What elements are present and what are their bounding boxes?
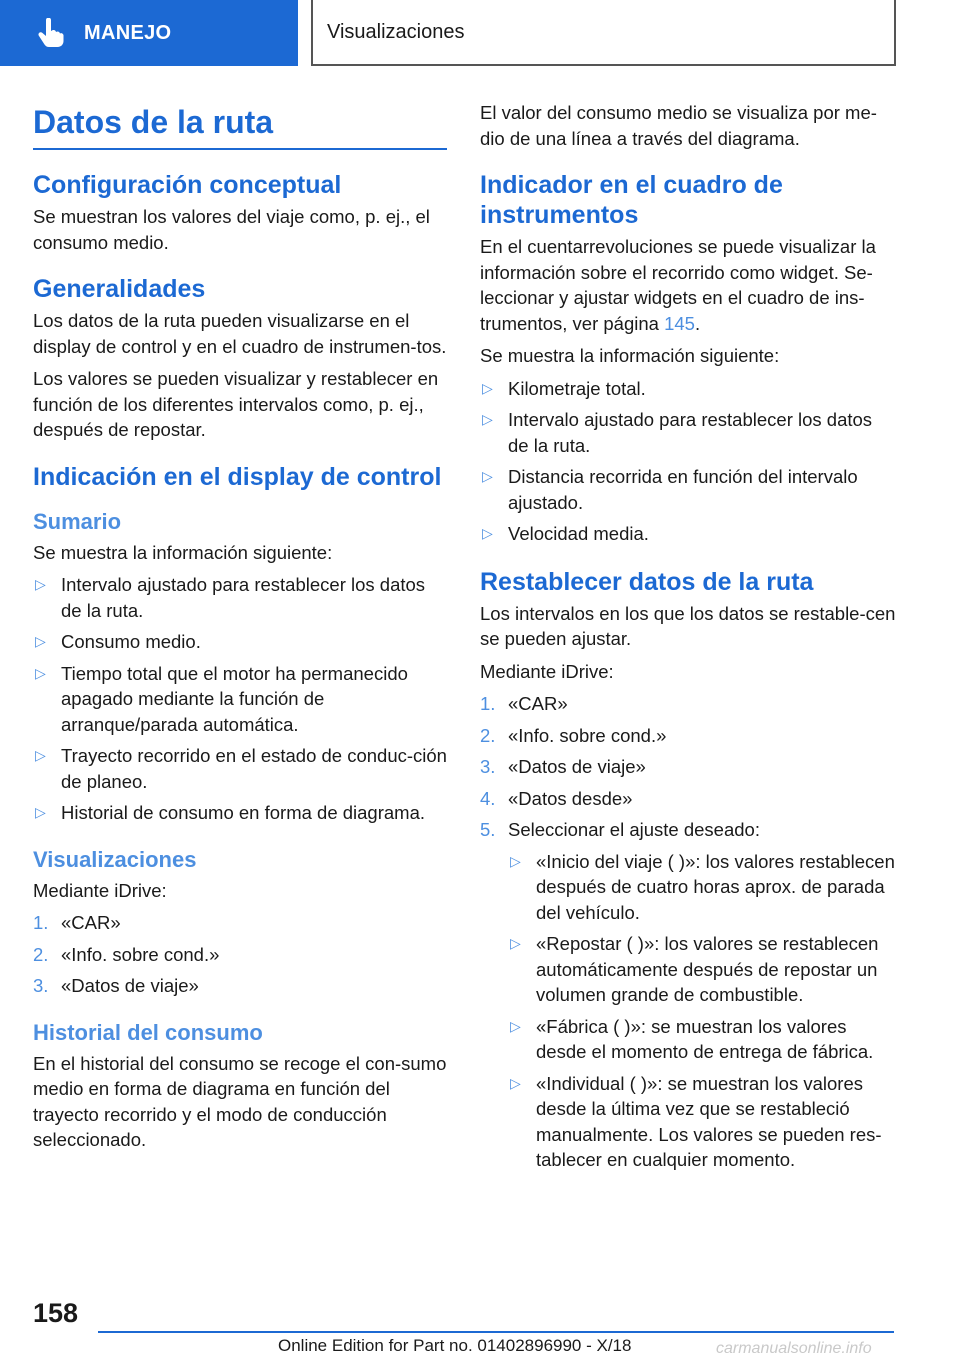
heading-historial: Historial del consumo [33, 1019, 263, 1045]
option-list [508, 849, 896, 1173]
step-item: 2. «Info. sobre cond.» [480, 724, 667, 746]
list-item: ▷ Consumo medio. [33, 629, 447, 655]
left-column [33, 100, 447, 1160]
list-item: ▷ Tiempo total que el motor ha permanecido apagado mediante la función de arranque/parada automática. [35, 662, 408, 735]
section-label: MANEJO [84, 21, 172, 44]
hand-pointer-icon [36, 18, 66, 48]
list-item: ▷ Velocidad media. [480, 521, 896, 547]
sumario-list [33, 572, 447, 826]
heading-visualizaciones: Visualizaciones [33, 846, 197, 872]
triangle-right-icon: ▷ [482, 379, 493, 396]
triangle-right-icon: ▷ [510, 935, 521, 951]
list-item: ▷ Historial de consumo en forma de diagrama. [33, 800, 447, 826]
step-item: 2. «Info. sobre cond.» [33, 943, 220, 965]
list-item: ▷ Distancia recorrida en función del intervalo ajustado. [482, 466, 858, 513]
paragraph-sumario: Se muestra la información siguiente: [33, 541, 333, 563]
page-title: Datos de la ruta [33, 100, 447, 150]
step-item: 4. «Datos desde» [480, 787, 633, 809]
page-number: 158 [33, 1298, 79, 1328]
paragraph-idrive: Mediante iDrive: [480, 660, 614, 682]
triangle-right-icon: ▷ [482, 468, 493, 484]
paragraph-info: Se muestra la información siguiente: [480, 345, 780, 366]
footer-divider [98, 1331, 894, 1333]
list-item: ▷ Intervalo ajustado para restablecer los datos de la ruta. [35, 574, 426, 621]
paragraph-general-1: Los datos de la ruta pueden visualizarse en el display de control y en el cuadro de instrumen-tos. [33, 310, 447, 357]
heading-cuadro: Indicador en el cuadro de instrumentos [480, 171, 783, 229]
chapter-tab[interactable] [311, 0, 896, 66]
reset-steps [480, 691, 896, 1173]
heading-restablecer: Restablecer datos de la ruta [480, 567, 814, 596]
step-item: 1. «CAR» [33, 912, 121, 933]
watermark: carmanualsonline.info [716, 1340, 872, 1357]
triangle-right-icon: ▷ [510, 852, 521, 869]
triangle-right-icon: ▷ [510, 1074, 521, 1091]
page-header [0, 0, 960, 66]
heading-general: Generalidades [33, 275, 206, 303]
paragraph-visualizaciones: Mediante iDrive: [33, 879, 167, 901]
visual-steps [33, 910, 447, 999]
heading-display: Indicación en el display de control [33, 462, 442, 491]
step-item: 5. Seleccionar el ajuste deseado: ▷ «Inicio del viaje ( )»: los valores restablecen después de cuatro horas aprox. de parada del vehículo. ▷ «Repostar ( )»: los valores se restablecen automáticamente después de repostar un volumen grande de combustible. ▷ «Fábrica ( )»: se muestran los valores desde el momento de entrega de fábrica. ▷ «Individual ( )»: se muestran los valores desde la última vez que se restableció manualmente. Los valores se pueden res-tablecer en cualquier momento. [480, 817, 896, 1173]
section-tab[interactable] [0, 0, 298, 66]
triangle-right-icon: ▷ [482, 411, 493, 427]
paragraph-general-2: Los valores se pueden visualizar y restablecer en función de los diferentes intervalos como, p. ej., después de repostar. [33, 368, 439, 440]
triangle-right-icon: ▷ [35, 664, 46, 681]
list-item: ▷ «Fábrica ( )»: se muestran los valores desde el momento de entrega de fábrica. [510, 1015, 874, 1062]
paragraph-historial: En el historial del consumo se recoge el con-sumo medio en forma de diagrama en función del trayecto recorrido y el modo de conducción seleccionado. [33, 1052, 447, 1150]
triangle-right-icon: ▷ [35, 633, 46, 649]
list-item: ▷ Trayecto recorrido en el estado de conduc-ción de planeo. [35, 745, 447, 792]
heading-config: Configuración conceptual [33, 171, 342, 199]
triangle-right-icon: ▷ [35, 804, 46, 820]
edition-text: Online Edition for Part no. 01402896990 - X/18 [278, 1336, 632, 1355]
step-item: 3. «Datos de viaje» [33, 975, 199, 996]
list-item: ▷ «Inicio del viaje ( )»: los valores restablecen después de cuatro horas aprox. de parada del vehículo. [510, 850, 895, 923]
step-item: 3. «Datos de viaje» [480, 756, 646, 777]
right-column [480, 100, 896, 1181]
page-link[interactable]: 145 [664, 312, 695, 334]
chapter-label: Visualizaciones [327, 20, 465, 43]
list-item: ▷ Intervalo ajustado para restablecer los datos de la ruta. [482, 409, 873, 456]
step-item: 1. «CAR» [480, 693, 568, 714]
info-list [480, 376, 896, 547]
paragraph-restablecer: Los intervalos en los que los datos se restable-cen se pueden ajustar. [480, 602, 896, 649]
triangle-right-icon: ▷ [510, 1017, 521, 1034]
triangle-right-icon: ▷ [35, 576, 46, 592]
triangle-right-icon: ▷ [482, 525, 493, 541]
list-item: ▷ Kilometraje total. [480, 376, 896, 402]
list-item: ▷ «Individual ( )»: se muestran los valores desde la última vez que se restableció manualmente. Los valores se pueden res-tablecer en cualquier momento. [510, 1072, 882, 1170]
paragraph-intro: El valor del consumo medio se visualiza por me-dio de una línea a través del diagrama. [480, 102, 877, 149]
list-item: ▷ «Repostar ( )»: los valores se restablecen automáticamente después de repostar un volumen grande de combustible. [510, 933, 879, 1005]
heading-sumario: Sumario [33, 508, 122, 534]
paragraph-config: Se muestran los valores del viaje como, p. ej., el consumo medio. [33, 206, 430, 253]
triangle-right-icon: ▷ [35, 747, 46, 763]
paragraph-cuadro: En el cuentarrevoluciones se puede visualizar la información sobre el recorrido como widget. Se-leccionar y ajustar widgets en el cuadro de ins-trumentos, ver página 145. [480, 236, 876, 334]
